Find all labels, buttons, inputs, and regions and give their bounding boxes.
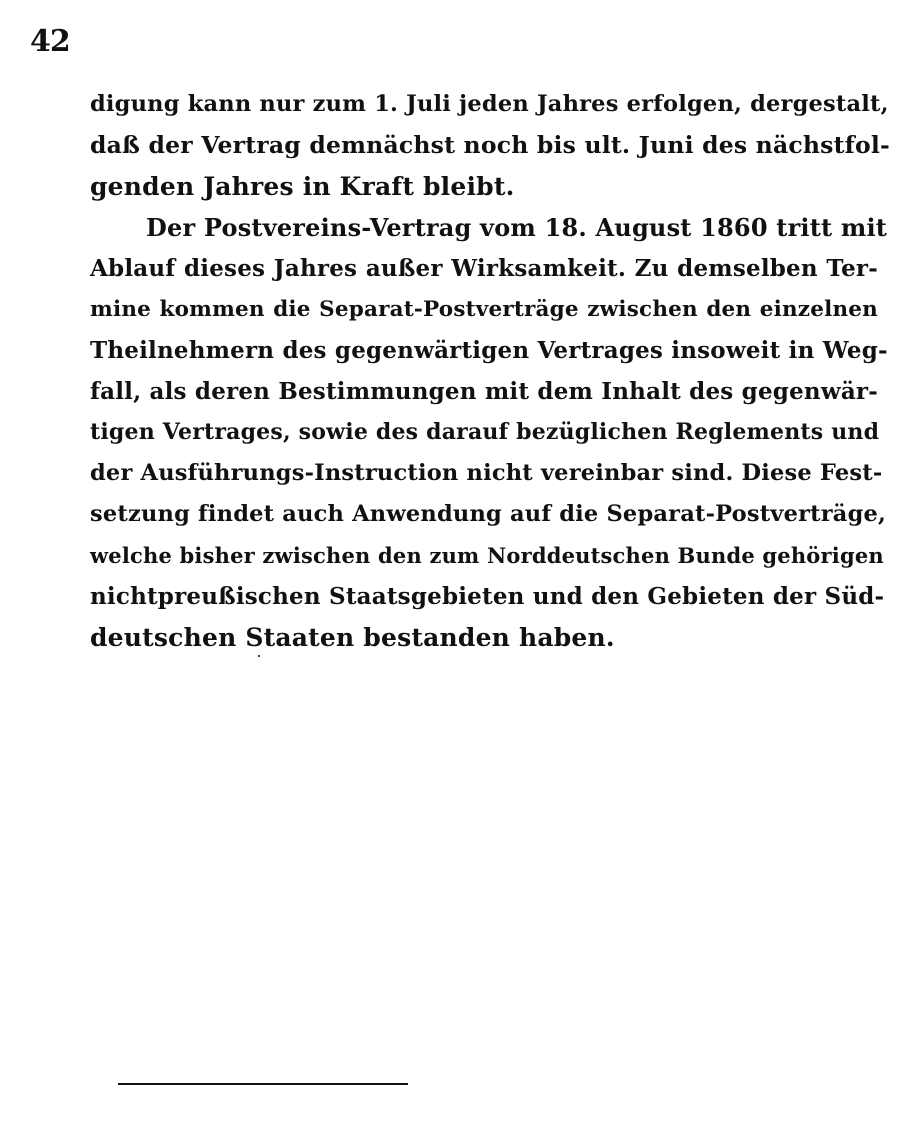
page-number: 42 [30, 24, 70, 59]
text-line: Theilnehmern des gegenwärtigen Vertrages insoweit in Weg- [90, 337, 888, 364]
text-line: mine kommen die Separat-Postverträge zwischen den einzelnen [90, 297, 878, 322]
text-line: Ablauf dieses Jahres außer Wirksamkeit. Zu demselben Ter- [90, 255, 878, 282]
text-line: genden Jahres in Kraft bleibt. [90, 172, 515, 201]
text-line: nichtpreußischen Staatsgebieten und den Gebieten der Süd- [90, 583, 885, 610]
text-line: Der Postvereins-Vertrag vom 18. August 1860 tritt mit [146, 213, 888, 242]
footnote-rule [118, 1083, 408, 1085]
text-line: fall, als deren Bestimmungen mit dem Inhalt des gegenwär- [90, 378, 878, 405]
text-line: digung kann nur zum 1. Juli jeden Jahres erfolgen, dergestalt, [90, 91, 889, 117]
text-line: daß der Vertrag demnächst noch bis ult. Juni des nächstfol- [90, 131, 890, 159]
text-line: setzung findet auch Anwendung auf die Separat-Postverträge, [90, 501, 887, 527]
print-speck [258, 655, 260, 657]
body-text [90, 84, 890, 658]
text-line: der Ausführungs-Instruction nicht vereinbar sind. Diese Fest- [90, 460, 883, 486]
text-line: welche bisher zwischen den zum Norddeutschen Bunde gehörigen [90, 543, 884, 568]
text-line: tigen Vertrages, sowie des darauf bezüglichen Reglements und [90, 419, 880, 445]
text-line: deutschen Staaten bestanden haben. [90, 623, 615, 652]
paragraph [90, 84, 890, 207]
paragraph [90, 207, 888, 658]
